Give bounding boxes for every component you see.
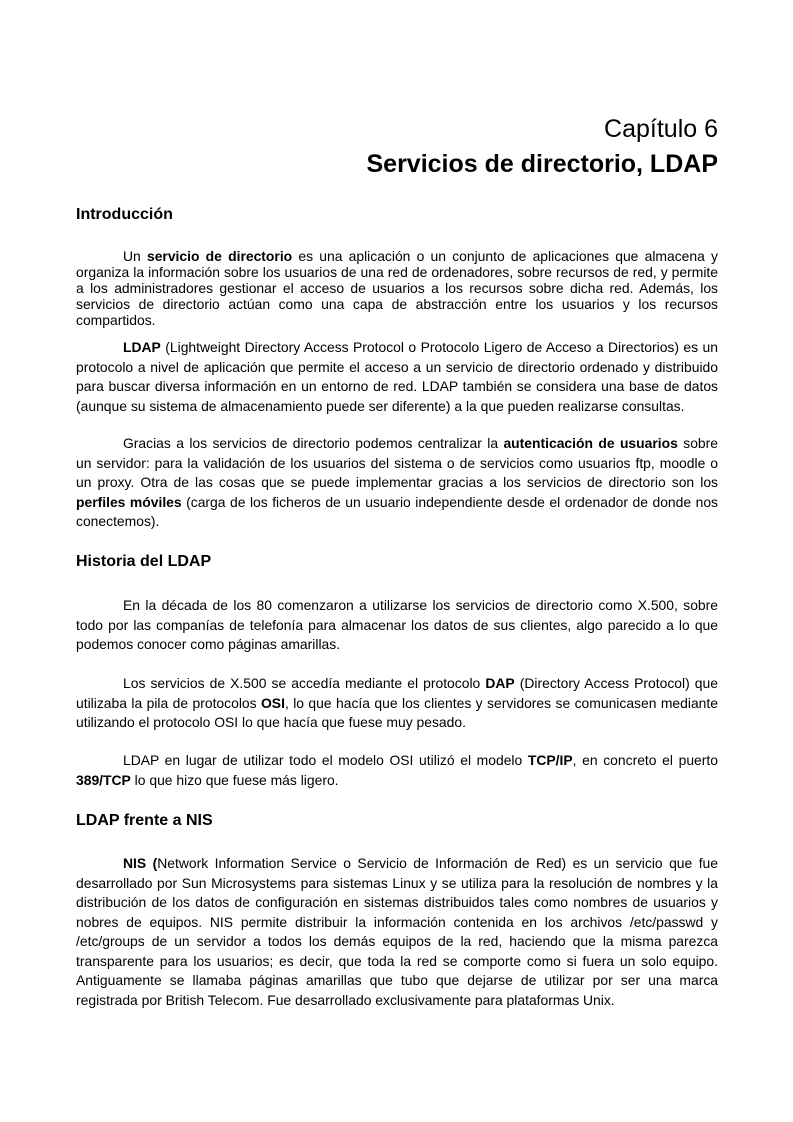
term-dap: DAP [485,675,515,691]
term-nis: NIS ( [123,855,158,871]
intro-paragraph-2: LDAP (Lightweight Directory Access Protocol o Protocolo Ligero de Acceso a Directorios) es un protocolo a nivel de aplicación que permite el acceso a un servicio de directorio ordenado y distribuido para buscar diversa información en un entorno de red. LDAP también se considera una base de datos (aunque su sistema de almacenamiento puede ser diferente) a la que pueden realizarse consultas. [76,339,718,414]
chapter-number: Capítulo 6 [604,115,718,143]
nis-paragraph-1: NIS (Network Information Service o Servicio de Información de Red) es un servicio que fue desarrollado por Sun Microsystems para sistemas Linux y se utiliza para la resolución de nombres y la distribución de los datos de configuración en sistemas distribuidos tales como nombres de usuarios y nobres de equipos. NIS permite distribuir la información contenida en los archivos /etc/passwd y /etc/groups de un servidor a todos los demás equipos de la red, haciendo que la misma parezca transparente para los usuarios; es decir, que toda la red se comporte como si fuera un solo equipo. Antiguamente se llamaba páginas amarillas que tubo que dejarse de utilizar por ser una marca registrada por British Telecom. Fue desarrollado exclusivamente para plataformas Unix. [76,855,718,1008]
section-heading-ldap-frente-a-nis: LDAP frente a NIS [76,812,213,829]
term-ldap: LDAP [123,339,161,355]
term-389-tcp: 389/TCP [76,771,131,788]
term-autenticacion-de-usuarios: autenticación de usuarios [503,435,678,451]
history-paragraph-1: En la década de los 80 comenzaron a utilizarse los servicios de directorio como X.500, sobre todo por las companías de telefonía para almacenar los datos de sus clientes, algo parecido a lo que podemos conocer como páginas amarillas. [76,597,718,652]
intro-paragraph-3: Gracias a los servicios de directorio podemos centralizar la autenticación de usuarios sobre un servidor: para la validación de los usuarios del sistema o de servicios como usuarios ftp, moodle o un proxy. Otra de las cosas que se puede implementar gracias a los servicios de directorio son los perfiles móviles (carga de los ficheros de un usuario independiente desde el ordenador de donde nos conectemos). [76,435,718,529]
term-servicio-de-directorio: servicio de directorio [146,248,293,264]
history-paragraph-3: LDAP en lugar de utilizar todo el modelo OSI utilizó el modelo TCP/IP, en concreto el puerto 389/TCP lo que hizo que fuese más ligero. [76,752,718,788]
intro-paragraph-1: Un servicio de directorio es una aplicación o un conjunto de aplicaciones que almacena y organiza la información sobre los usuarios de una red de ordenadores, sobre recursos de red, y permite a los administradores gestionar el acceso de usuarios a los recursos sobre dicha red. Además, los servicios de directorio actúan como una capa de abstracción entre los usuarios y los recursos compartidos. [76,248,718,329]
history-paragraph-2: Los servicios de X.500 se accedía mediante el protocolo DAP (Directory Access Protocol) que utilizaba la pila de protocolos OSI, lo que hacía que los clientes y servidores se comunicasen mediante utilizando el protocolo OSI lo que hacía que fuese muy pesado. [76,675,718,730]
section-heading-introduccion: Introducción [76,206,173,223]
term-osi: OSI [261,694,285,711]
term-perfiles-moviles: perfiles móviles [76,493,182,510]
chapter-title: Servicios de directorio, LDAP [366,150,718,178]
term-tcp-ip: TCP/IP [527,752,573,768]
section-heading-historia: Historia del LDAP [76,553,212,570]
